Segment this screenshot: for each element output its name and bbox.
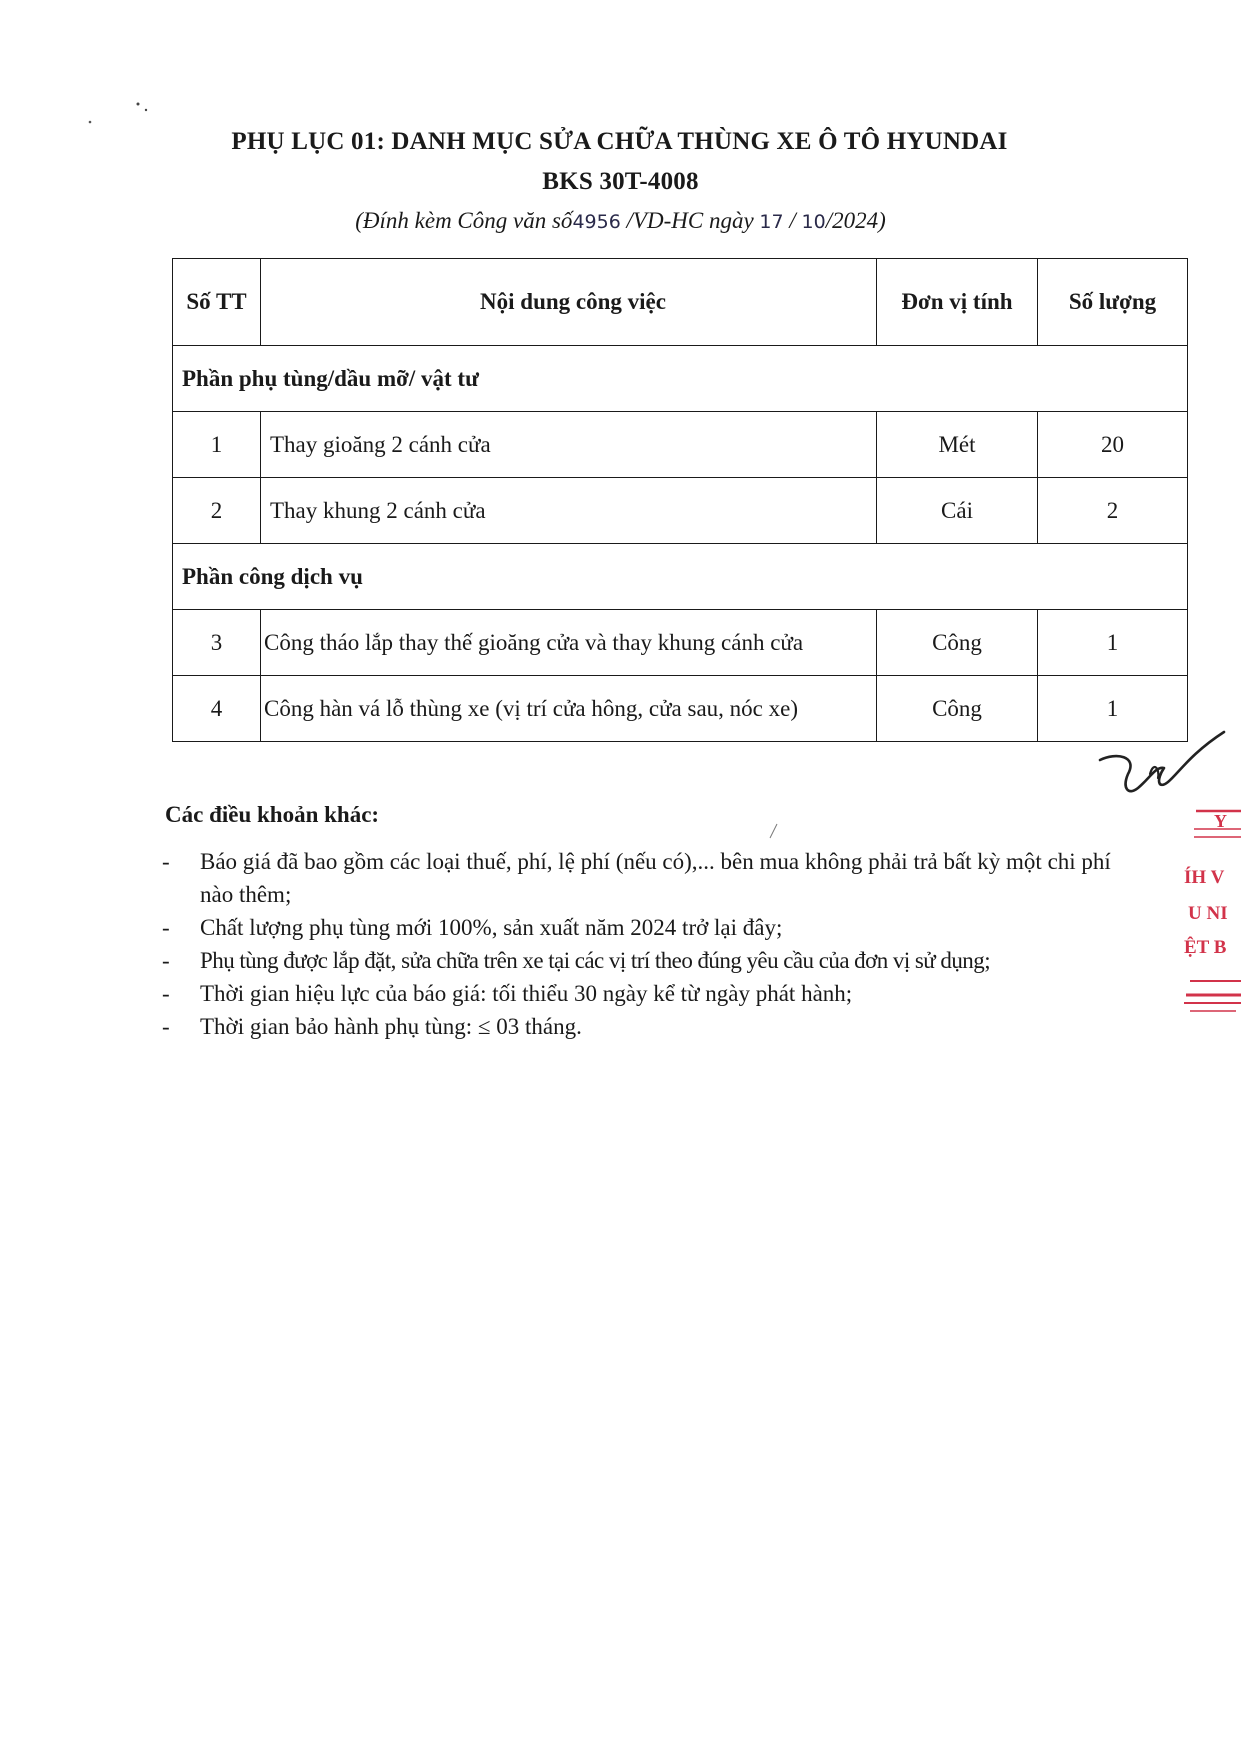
subtitle-suffix: /2024) (825, 208, 886, 233)
row-number: 4 (173, 676, 261, 742)
stamp-text: ÍH V (1184, 867, 1225, 888)
row-description: Công tháo lắp thay thế gioăng cửa và thay khung cánh cửa (261, 610, 877, 676)
row-number: 1 (173, 412, 261, 478)
list-item (160, 911, 1120, 944)
subtitle-prefix: (Đính kèm Công văn số (355, 208, 573, 233)
terms-list (160, 845, 1120, 1043)
row-unit: Công (877, 676, 1038, 742)
list-dash: - (162, 948, 170, 973)
row-description: Công hàn vá lỗ thùng xe (vị trí cửa hông, cửa sau, nóc xe) (261, 676, 877, 742)
row-unit: Công (877, 610, 1038, 676)
row-description: Thay gioăng 2 cánh cửa (261, 412, 877, 478)
red-stamp-fragment (1176, 805, 1241, 1025)
vehicle-plate: BKS 30T-4008 (542, 168, 699, 195)
table-row (173, 610, 1188, 676)
section-title: Phần công dịch vụ (173, 544, 1188, 610)
date-separator: / (789, 208, 796, 233)
header-quantity: Số lượng (1038, 259, 1188, 346)
row-unit: Cái (877, 478, 1038, 544)
stamp-text: U NI (1188, 903, 1228, 924)
list-dash: - (162, 981, 170, 1006)
handwritten-signature (1098, 730, 1228, 810)
list-item (160, 944, 1120, 977)
list-item (160, 1010, 1120, 1043)
table-header-row (173, 259, 1188, 346)
term-text: Báo giá đã bao gồm các loại thuế, phí, lệ phí (nếu có),... bên mua không phải trả bất kỳ một chi phí nào thêm; (200, 849, 1111, 907)
list-dash: - (162, 849, 170, 874)
stamp-text: ỆT B (1184, 937, 1227, 958)
pen-mark (768, 822, 780, 840)
term-text: Chất lượng phụ tùng mới 100%, sản xuất năm 2024 trở lại đây; (200, 915, 783, 940)
document-title: PHỤ LỤC 01: DANH MỤC SỬA CHỮA THÙNG XE Ô TÔ HYUNDAI (231, 128, 1008, 155)
repair-items-table (172, 258, 1188, 742)
header-no: Số TT (173, 259, 261, 346)
attachment-reference (0, 208, 1241, 234)
row-unit: Mét (877, 412, 1038, 478)
list-item (160, 845, 1120, 911)
row-quantity: 1 (1038, 610, 1188, 676)
row-number: 3 (173, 610, 261, 676)
scan-specks (86, 100, 156, 130)
doc-number-handwritten: 4956 (572, 211, 621, 233)
table-row (173, 412, 1188, 478)
list-dash: - (162, 1014, 170, 1039)
month-handwritten: 10 (801, 211, 826, 233)
term-text: Thời gian bảo hành phụ tùng: ≤ 03 tháng. (200, 1014, 582, 1039)
term-text: Thời gian hiệu lực của báo giá: tối thiểu 30 ngày kể từ ngày phát hành; (200, 981, 853, 1006)
day-handwritten: 17 (759, 211, 784, 233)
subtitle-mid: /VD-HC ngày (626, 208, 754, 233)
terms-heading: Các điều khoản khác: (165, 802, 380, 827)
table-row (173, 676, 1188, 742)
header-description: Nội dung công việc (261, 259, 877, 346)
term-text: Phụ tùng được lắp đặt, sửa chữa trên xe tại các vị trí theo đúng yêu cầu của đơn vị sử dụng; (200, 948, 991, 973)
row-quantity: 2 (1038, 478, 1188, 544)
section-row-services (173, 544, 1188, 610)
section-row-parts (173, 346, 1188, 412)
list-item (160, 977, 1120, 1010)
table-row (173, 478, 1188, 544)
stamp-text: Y (1214, 811, 1227, 831)
row-description: Thay khung 2 cánh cửa (261, 478, 877, 544)
row-number: 2 (173, 478, 261, 544)
row-quantity: 20 (1038, 412, 1188, 478)
section-title: Phần phụ tùng/dầu mỡ/ vật tư (173, 346, 1188, 412)
header-unit: Đơn vị tính (877, 259, 1038, 346)
list-dash: - (162, 915, 170, 940)
row-quantity: 1 (1038, 676, 1188, 742)
